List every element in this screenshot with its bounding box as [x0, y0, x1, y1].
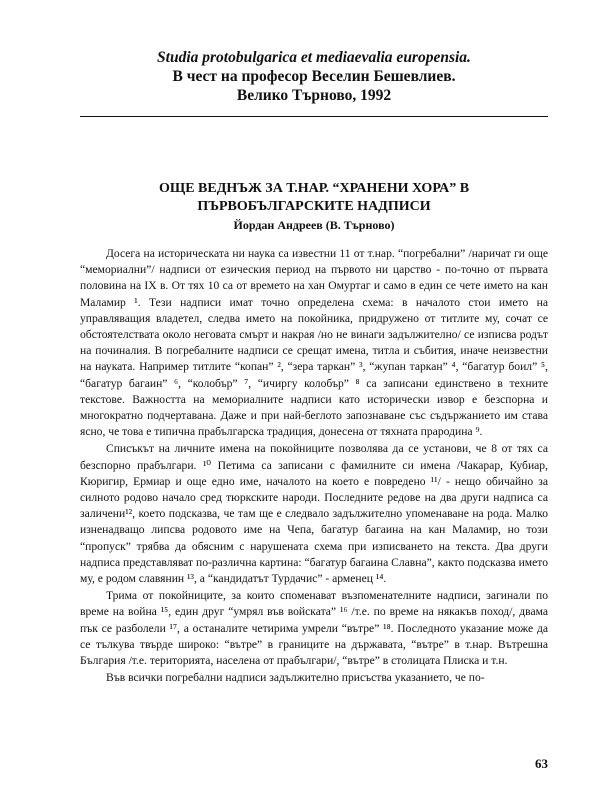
dedication-line: В чест на професор Веселин Бешевлиев. — [172, 68, 456, 85]
body-paragraph: Списъкът на личните имена на покойниците позволява да се установи, че 8 от тях са безспорно прабългари. ¹⁰ Петима са записани с фамилните си имена /Чакарар, Кубиар, Кюригир, Ермиар и още едно име, началото на което е повредено ¹¹/ - нещо обичайно за силното родово начало сред тюркските народи. Последните редове на два други надписа са заличени¹², което подсказва, че там ще е следвало задължително упоменаване на рода. Малко изненадващо липсва родовото име на Чепа, багатур багаина на кан Маламир, но този “пропуск” трябва да обясним с нарушената схема при изписването на текста. Два други надписа представляват по-различна картина: “багатур багаина Славна”, както подсказва името му, е родом славянин ¹³, а “кандидатът Турдачис” - арменец ¹⁴. — [80, 442, 548, 586]
series-title: Studia protobulgarica et mediaevalia europensia. — [157, 49, 471, 66]
article-title-line-2: ПЪРВОБЪЛГАРСКИТЕ НАДПИСИ — [197, 199, 431, 214]
article-author: Йордан Андреев (В. Търново) — [233, 218, 395, 232]
place-year-line: Велико Търново, 1992 — [236, 87, 392, 104]
page-number: 63 — [535, 756, 548, 771]
body-paragraph: Трима от покойниците, за които споменават възпоменателните надписи, загинали по време на война ¹⁵, един друг “умрял във войската” ¹⁶ /т.е. по време на някакъв поход/, двама пък се разболели ¹⁷, а останалите четирима умрели “вътре” ¹⁸. Последното указание може да се тълкува твърде широко: “вътре” в границите на държавата, “вътре” в т.нар. Вътрешна България /т.е. територията, населена от прабългари/, “вътре” в столицата Плиска и т.н. — [80, 589, 548, 668]
publication-header — [80, 48, 548, 105]
article-body — [80, 246, 548, 686]
body-paragraph: Досега на историческата ни наука са известни 11 от т.нар. “погребални” /наричат ги още “мемориални”/ надписи от езическия период на първото ни царство - по-точно от първата половина на IX в. От тях 10 са от времето на хан Омуртаг и само в един се чете името на кан Маламир ¹. Тези надписи имат точно определена схема: в началото стои името на управляващия владетел, следва името на покойника, придружено от титлите му, сочат се обстоятелствата около неговата смърт и накрая /но не винаги задължително/ се изписва родът на починалия. В погребалните надписи се срещат имена, титла и събития, иначе неизвестни на науката. Например титлите “копан” ², “зера таркан” ³, “жупан таркан” ⁴, “багатур боил” ⁵, “багатур багаин” ⁶, “колобър” ⁷, “ичиргу колобър” ⁸ са записани единствено в техните текстове. Важността на мемориалните надписи като исторически извор е безспорна и многократно подчертавана. Даже и при най-беглото запознаване със съдържанието им става ясно, че това е типична прабългарска традиция, донесена от тяхната прародина ⁹. — [80, 247, 548, 439]
article-title — [80, 180, 548, 216]
header-rule — [80, 116, 548, 117]
body-paragraph: Във всички погребални надписи задължително присъства указанието, че по- — [106, 671, 485, 685]
article-title-line-1: ОЩЕ ВЕДНЪЖ ЗА Т.НАР. “ХРАНЕНИ ХОРА” В — [158, 181, 470, 196]
